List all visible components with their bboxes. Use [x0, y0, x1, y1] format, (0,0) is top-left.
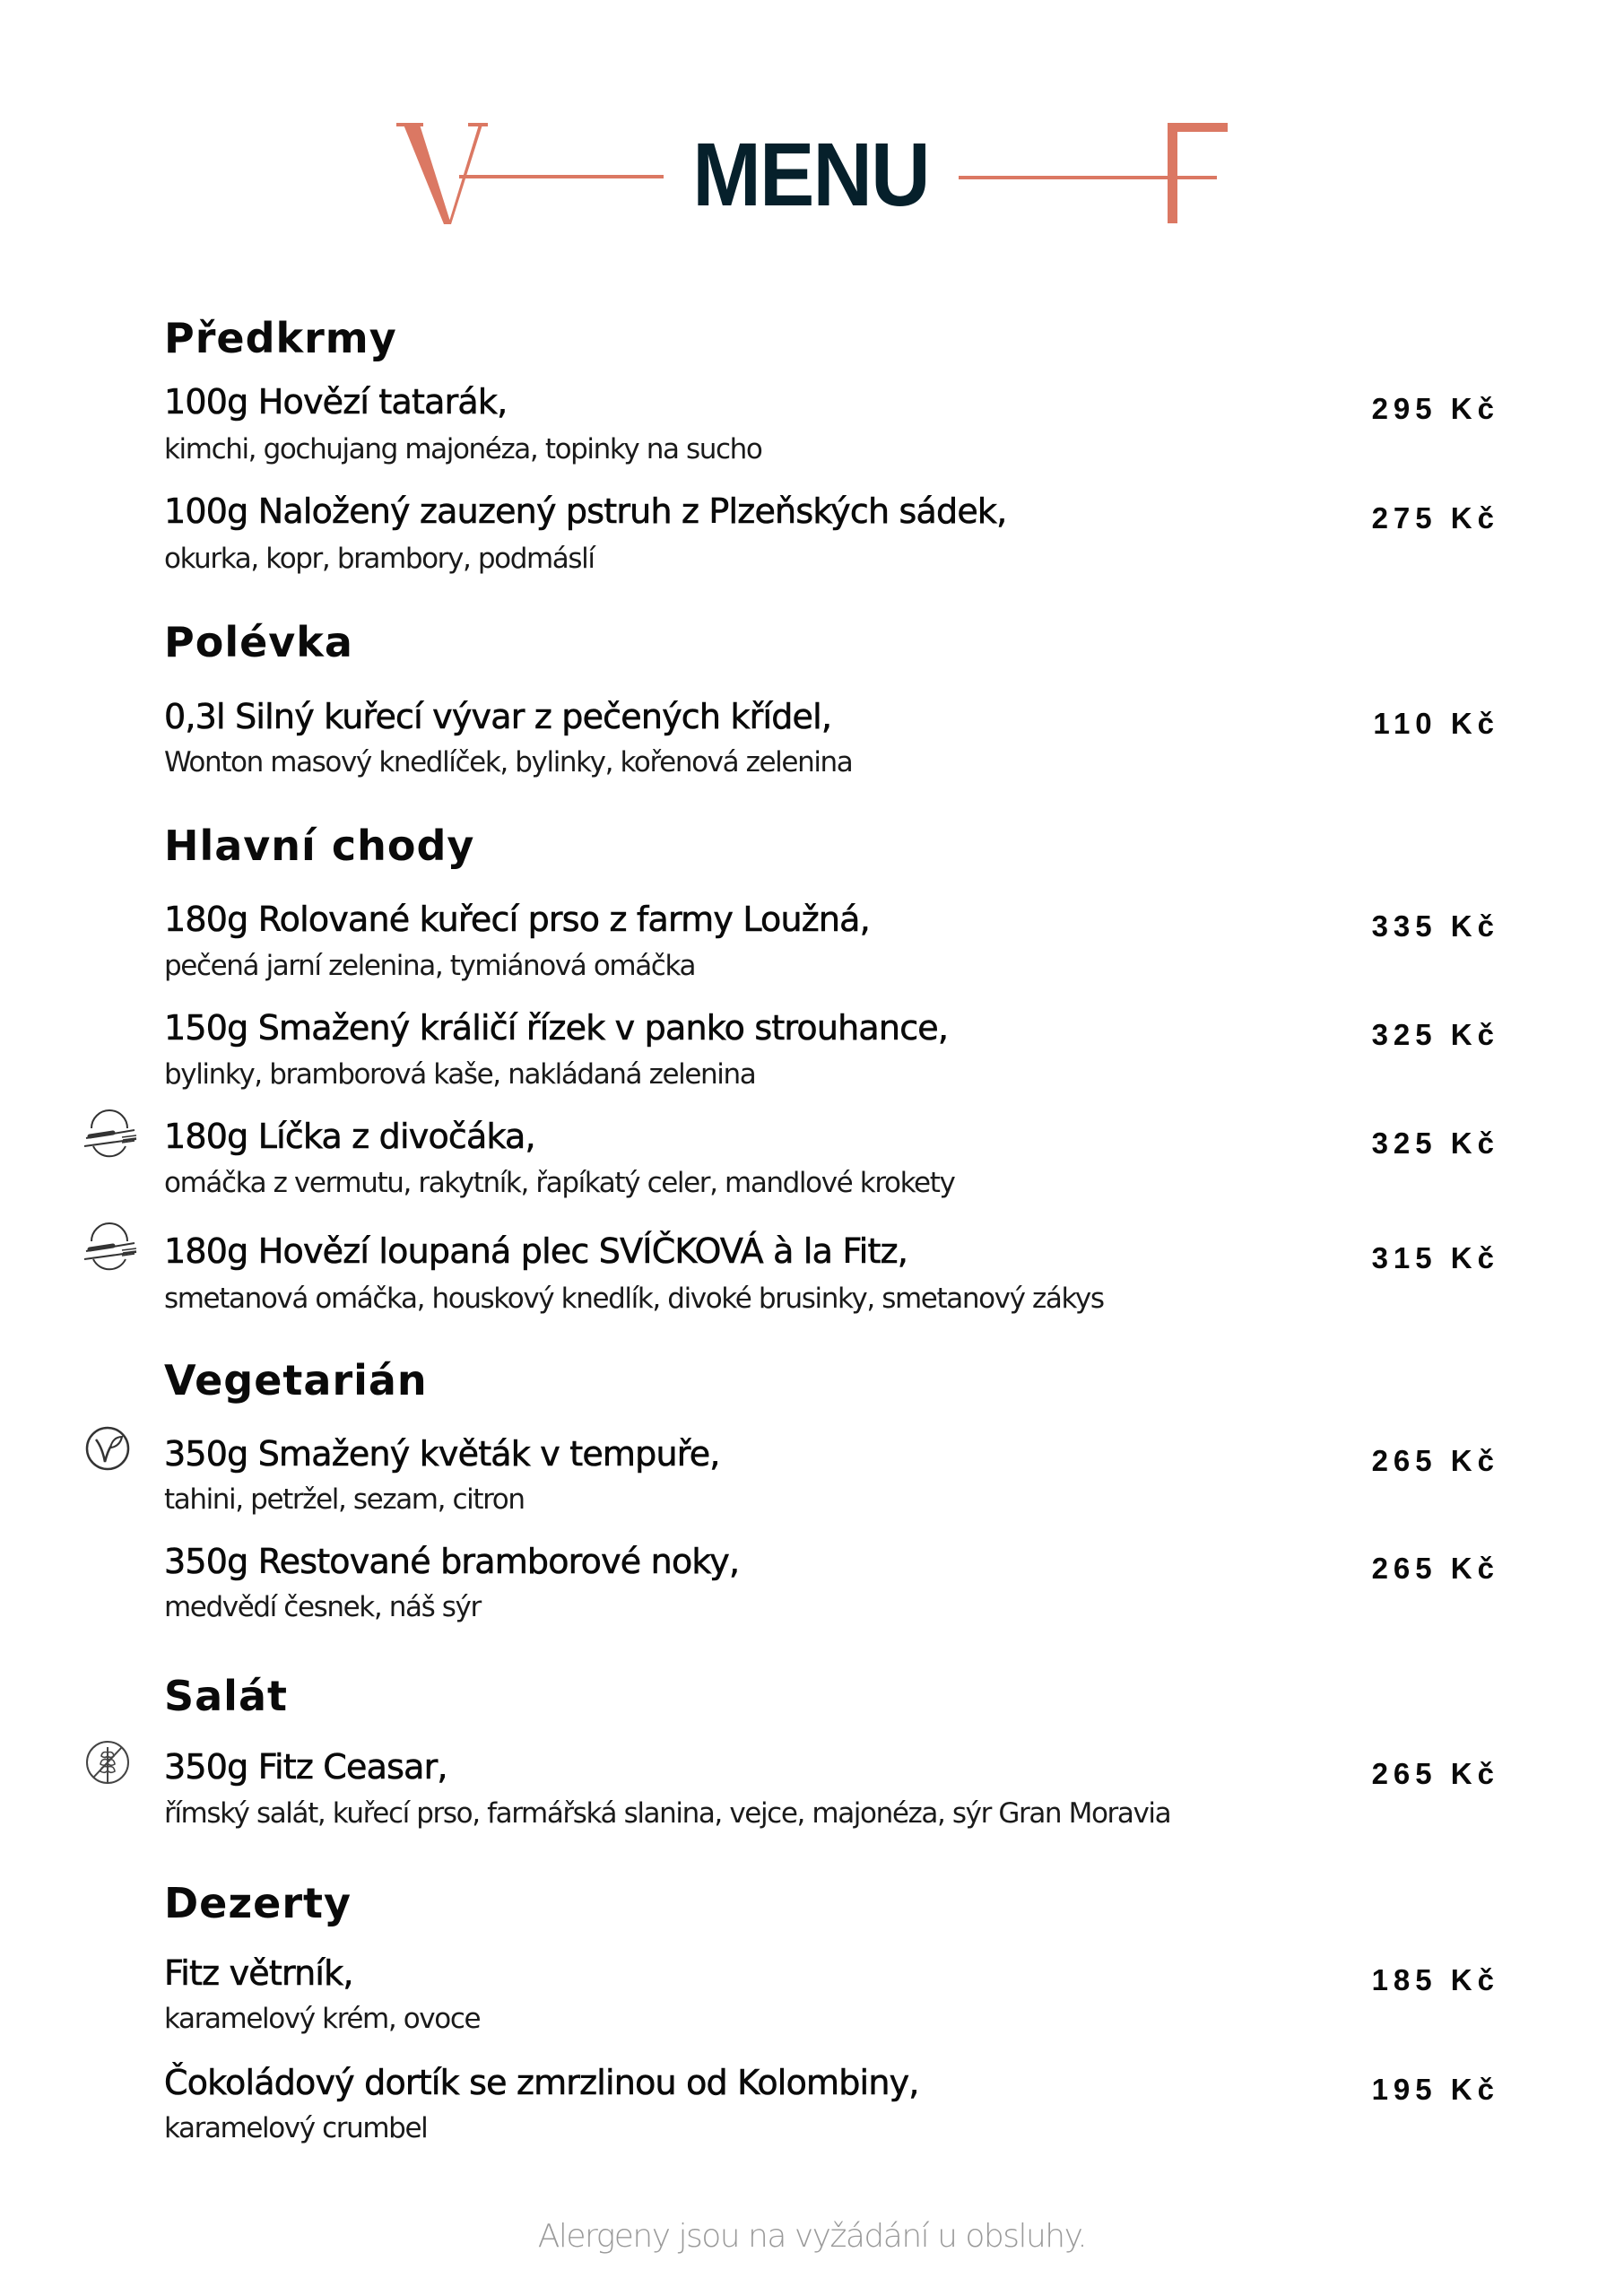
- section-title-dezerty: Dezerty: [164, 1879, 352, 1927]
- menu-item-description: kimchi, gochujang majonéza, topinky na sucho: [164, 433, 762, 465]
- menu-item-name: 180g Rolované kuřecí prso z farmy Loužná,: [164, 900, 870, 939]
- menu-item-name: 180g Hovězí loupaná plec SVÍČKOVÁ à la Fitz,: [164, 1231, 908, 1271]
- menu-item-price: 265 Kč: [1371, 1757, 1499, 1790]
- menu-item-price: 185 Kč: [1371, 1963, 1499, 1996]
- vegan-leaf-icon: [81, 1426, 138, 1483]
- logo-right-rule: [959, 176, 1217, 179]
- menu-item-description: medvědí česnek, náš sýr: [164, 1591, 481, 1623]
- menu-item-description: Wonton masový knedlíček, bylinky, kořenová zelenina: [164, 746, 853, 778]
- menu-item-description: omáčka z vermutu, rakytník, řapíkatý celer, mandlové krokety: [164, 1167, 955, 1199]
- plate-cutlery-icon: [81, 1109, 138, 1166]
- menu-item-name: 180g Líčka z divočáka,: [164, 1117, 535, 1156]
- menu-item-name: 100g Hovězí tatarák,: [164, 382, 508, 422]
- section-title-predkrmy: Předkrmy: [164, 314, 397, 362]
- menu-item-description: okurka, kopr, brambory, podmáslí: [164, 543, 595, 575]
- menu-item-name: 100g Naložený zauzený pstruh z Plzeňských sádek,: [164, 491, 1007, 531]
- allergen-note: Alergeny jsou na vyžádání u obsluhy.: [537, 2218, 1087, 2255]
- section-title-hlavni-chody: Hlavní chody: [164, 822, 475, 870]
- menu-item-price: 265 Kč: [1371, 1552, 1499, 1585]
- section-title-salat: Salát: [164, 1672, 288, 1720]
- menu-item-description: smetanová omáčka, houskový knedlík, divoké brusinky, smetanový zákys: [164, 1283, 1104, 1315]
- logo-left-rule: [459, 175, 664, 178]
- logo-letter-f-icon: [1168, 123, 1228, 223]
- menu-item-description: bylinky, bramborová kaše, nakládaná zelenina: [164, 1058, 756, 1091]
- menu-item-name: 150g Smažený králičí řízek v panko strouhance,: [164, 1008, 949, 1048]
- menu-item-name: 0,3l Silný kuřecí vývar z pečených křídel,: [164, 697, 832, 736]
- menu-item-description: římský salát, kuřecí prso, farmářská slanina, vejce, majonéza, sýr Gran Moravia: [164, 1797, 1171, 1830]
- menu-item-description: tahini, petržel, sezam, citron: [164, 1483, 525, 1516]
- menu-item-price: 325 Kč: [1371, 1126, 1499, 1160]
- menu-item-name: Fitz větrník,: [164, 1953, 353, 1993]
- menu-item-name: Čokoládový dortík se zmrzlinou od Kolombiny,: [164, 2063, 919, 2102]
- menu-item-description: pečená jarní zelenina, tymiánová omáčka: [164, 950, 696, 982]
- menu-item-price: 335 Kč: [1371, 909, 1499, 943]
- menu-item-price: 265 Kč: [1371, 1444, 1499, 1477]
- menu-item-price: 275 Kč: [1371, 501, 1499, 535]
- menu-item-price: 325 Kč: [1371, 1018, 1499, 1051]
- menu-item-price: 315 Kč: [1371, 1241, 1499, 1274]
- logo-letter-v-icon: [396, 123, 488, 224]
- menu-item-price: 195 Kč: [1371, 2073, 1499, 2106]
- page-title: MENU: [692, 125, 929, 225]
- gluten-free-icon: [81, 1740, 138, 1797]
- menu-item-price: 110 Kč: [1373, 707, 1499, 740]
- menu-item-description: karamelový crumbel: [164, 2112, 428, 2144]
- plate-cutlery-icon: [81, 1222, 138, 1279]
- menu-item-name: 350g Fitz Ceasar,: [164, 1747, 447, 1787]
- section-title-polevka: Polévka: [164, 618, 353, 666]
- menu-item-name: 350g Smažený květák v tempuře,: [164, 1434, 720, 1474]
- menu-item-description: karamelový krém, ovoce: [164, 2003, 481, 2035]
- menu-item-price: 295 Kč: [1371, 392, 1499, 425]
- menu-item-name: 350g Restované bramborové noky,: [164, 1542, 740, 1581]
- section-title-vegetarian: Vegetarián: [164, 1356, 428, 1405]
